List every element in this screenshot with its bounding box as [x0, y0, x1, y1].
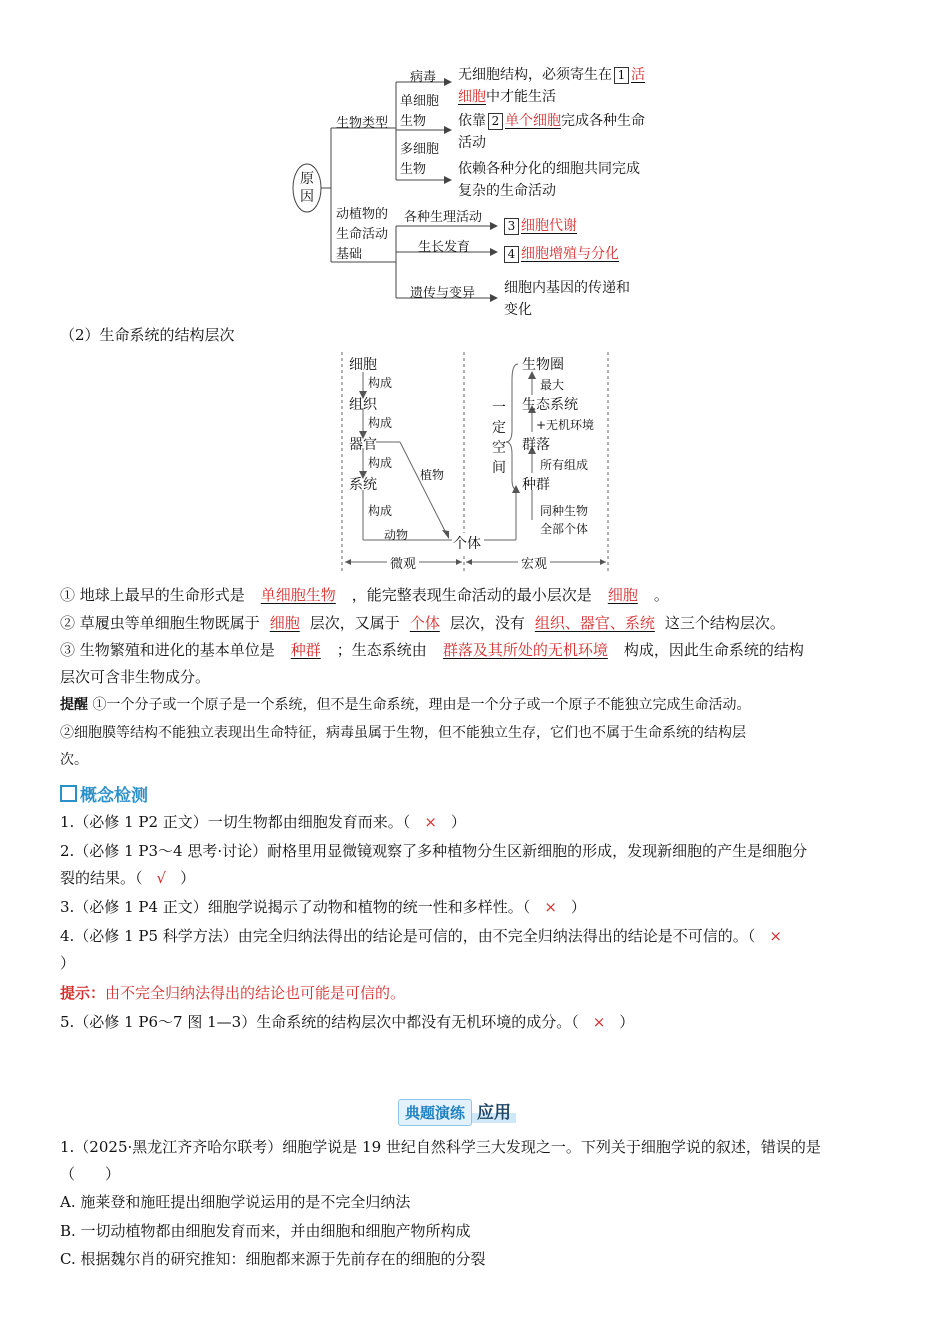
tree-single-cell-b: 生物: [400, 114, 427, 129]
option-c[interactable]: C. 根据魏尔肖的研究推知：细胞都来源于先前存在的细胞的分裂: [60, 1250, 486, 1268]
hier-individual: 个体: [452, 533, 482, 553]
fill-text: 层次，又属于: [309, 614, 400, 632]
hier-all-composition: 所有组成: [540, 458, 589, 472]
heredity-desc-b: 变化: [504, 302, 532, 318]
hier-community: 群落: [522, 437, 550, 453]
virus-desc-a: 无细胞结构，必须寄生在: [458, 67, 612, 83]
num-box: 2: [488, 113, 503, 130]
tree-multi-desc: [458, 158, 640, 202]
tree-branch-organism-type: 生物类型: [336, 116, 389, 131]
tree-root: [300, 170, 314, 206]
tree-multi-cell-label: [400, 140, 439, 180]
tree-growth-desc: [502, 243, 619, 263]
concept-q5: [60, 1011, 634, 1032]
space-char: 间: [492, 460, 506, 476]
option-b[interactable]: B. 一切动植物都由细胞发育而来，并由细胞和细胞产物所构成: [60, 1222, 471, 1240]
hier-compose-3: 构成: [368, 456, 393, 470]
space-char: 一: [492, 400, 506, 416]
q-text: 1.（必修 1 P2 正文）一切生物都由细胞发育而来。（: [60, 813, 411, 831]
fill-text: 层次，没有: [449, 614, 525, 632]
basis-b: 生命活动: [336, 227, 389, 242]
num-box: 3: [504, 218, 519, 235]
fill-line-4: 层次可含非生物成分。: [60, 668, 211, 686]
practice-application-banner: [398, 1098, 516, 1126]
tree-single-cell-label: [400, 92, 439, 132]
fill-answer: 单细胞生物: [260, 586, 336, 604]
fill-answer: 个体: [409, 614, 440, 632]
hier-certain-space: [492, 398, 506, 478]
fill-answer: 细胞: [269, 614, 300, 632]
concept-q1: [60, 811, 466, 832]
tree-branch-basis: [336, 205, 388, 265]
q-text: 4.（必修 1 P5 科学方法）由完全归纳法得出的结论是可信的，由不完全归纳法得出的结论是不可信的。（: [60, 927, 756, 945]
fill-text: ① 地球上最早的生命形式是: [60, 586, 245, 604]
answer-mark: ×: [769, 927, 782, 945]
hier-compose-2: 构成: [368, 416, 393, 430]
hier-macro: 宏观: [518, 553, 550, 572]
tip-line-2: ②细胞膜等结构不能独立表现出生命特征，病毒虽属于生物，但不能独立生存，它们也不属于生命系统的结构层: [60, 725, 746, 741]
hier-population: 种群: [522, 477, 550, 493]
fill-answer: 种群: [290, 641, 321, 659]
tree-heredity-label: 遗传与变异: [410, 286, 476, 301]
tree-phys-desc: [502, 215, 577, 235]
phys-answer: 细胞代谢: [521, 218, 577, 234]
same-species-a: 同种生物: [540, 504, 589, 518]
tree-single-cell-a: 单细胞: [400, 94, 440, 109]
concept-q4-end: ）: [60, 954, 76, 972]
tip-line-3: 次。: [60, 752, 88, 768]
concept-title: 概念检测: [80, 786, 148, 806]
tree-multi-cell-a: 多细胞: [400, 142, 440, 157]
hier-compose-4: 构成: [368, 504, 393, 518]
num-box: 1: [614, 67, 629, 84]
multi-desc-b: 复杂的生命活动: [458, 183, 556, 199]
banner-left: 典题演练: [398, 1099, 472, 1126]
growth-answer: 细胞增殖与分化: [521, 246, 619, 262]
concept-q2a: 2.（必修 1 P3～4 思考·讨论）耐格里用显微镜观察了多种植物分生区新细胞的形成，发现新细胞的产生是细胞分: [60, 842, 808, 860]
hier-compose-1: 构成: [368, 376, 393, 390]
q-text: ）: [570, 898, 586, 916]
fill-text: ；生态系统由: [336, 641, 427, 659]
tip-label: 提醒: [60, 697, 88, 713]
fill-line-2: [60, 612, 785, 633]
tree-growth-label: 生长发育: [418, 240, 471, 255]
hier-organ: 器官: [349, 437, 377, 453]
single-answer: 单个细胞: [505, 113, 561, 129]
answer-mark: ×: [544, 898, 557, 916]
single-desc-b: 完成各种生命: [561, 113, 645, 129]
basis-c: 基础: [336, 247, 363, 262]
answer-mark: √: [156, 869, 167, 887]
banner-right: 应用: [472, 1098, 516, 1123]
concept-q3: [60, 896, 586, 917]
hier-plant: 植物: [420, 468, 445, 482]
concept-hint: [60, 982, 405, 1003]
hint-text: 由不完全归纳法得出的结论也可能是可信的。: [105, 984, 406, 1002]
single-desc-a: 依靠: [458, 113, 486, 129]
q-text: ）: [180, 869, 196, 887]
q-text: ）: [450, 813, 466, 831]
question-stem-b: （ ）: [60, 1165, 121, 1183]
q-text: 裂的结果。（: [60, 869, 143, 887]
fill-text: ② 草履虫等单细胞生物既属于: [60, 614, 260, 632]
single-desc-c: 活动: [458, 135, 486, 151]
hier-micro: 微观: [387, 553, 419, 572]
q-text: 5.（必修 1 P6～7 图 1—3）生命系统的结构层次中都没有无机环境的成分。（: [60, 1013, 579, 1031]
hier-same-species: [540, 502, 588, 538]
fill-line-3: [60, 639, 804, 660]
virus-answer-b: 细胞: [458, 89, 486, 105]
tip-text: ①一个分子或一个原子是一个系统，但不是生命系统，理由是一个分子或一个原子不能独立完成生命活动。: [92, 697, 751, 713]
q-text: ）: [619, 1013, 635, 1031]
basis-a: 动植物的: [336, 207, 389, 222]
space-char: 定: [492, 420, 506, 436]
num-box: 4: [504, 246, 519, 263]
fill-text: 构成，因此生命系统的结构: [623, 641, 804, 659]
tree-heredity-desc: [504, 277, 630, 321]
fill-text: ③ 生物繁殖和进化的基本单位是: [60, 641, 275, 659]
answer-mark: ×: [592, 1013, 606, 1031]
fill-answer: 组织、器官、系统: [534, 614, 655, 632]
tip-line-1: [60, 694, 750, 714]
hierarchy-diagram: [0, 350, 950, 575]
tree-virus-desc: [458, 64, 645, 108]
hier-animal: 动物: [384, 528, 409, 542]
concept-q2b: [60, 867, 195, 888]
checkbox-square-icon: [60, 785, 77, 802]
q-text: 3.（必修 1 P4 正文）细胞学说揭示了动物和植物的统一性和多样性。（: [60, 898, 531, 916]
hint-label: 提示：: [60, 984, 106, 1002]
virus-desc-b: 中才能生活: [486, 89, 556, 105]
fill-text: 。: [653, 586, 669, 604]
hier-ecosystem: 生态系统: [522, 397, 578, 413]
concept-check-heading: [60, 781, 148, 806]
question-stem-a: 1.（2025·黑龙江齐齐哈尔联考）细胞学说是 19 世纪自然科学三大发现之一。下列关于细胞学说的叙述，错误的是: [60, 1138, 821, 1156]
tree-root-char: 原: [300, 171, 314, 187]
heredity-desc-a: 细胞内基因的传递和: [504, 280, 630, 296]
hier-biosphere: 生物圈: [522, 357, 564, 373]
space-char: 空: [492, 440, 506, 456]
hier-abiotic: +无机环境: [536, 418, 595, 432]
tree-root-char: 因: [300, 189, 314, 205]
fill-text: ，能完整表现生命活动的最小层次是: [351, 586, 592, 604]
tree-multi-cell-b: 生物: [400, 162, 427, 177]
hier-system: 系统: [349, 477, 377, 493]
fill-text: 这三个结构层次。: [664, 614, 785, 632]
hier-largest: 最大: [540, 378, 565, 392]
concept-q4: [60, 925, 796, 946]
section-title-structure-levels: （2）生命系统的结构层次: [60, 326, 235, 344]
answer-mark: ×: [424, 813, 437, 831]
tree-phys-label: 各种生理活动: [404, 210, 483, 225]
option-a[interactable]: A. 施莱登和施旺提出细胞学说运用的是不完全归纳法: [60, 1193, 411, 1211]
tree-single-desc: [458, 110, 645, 154]
same-species-b: 全部个体: [540, 522, 589, 536]
fill-answer: 细胞: [607, 586, 638, 604]
tree-virus-label: 病毒: [410, 70, 437, 85]
cause-tree-diagram: [0, 0, 950, 320]
fill-answer: 群落及其所处的无机环境: [442, 641, 608, 659]
hier-cell: 细胞: [349, 357, 377, 373]
fill-line-1: [60, 584, 669, 605]
virus-answer-a: 活: [631, 67, 645, 83]
multi-desc-a: 依赖各种分化的细胞共同完成: [458, 161, 640, 177]
hier-tissue: 组织: [349, 397, 377, 413]
